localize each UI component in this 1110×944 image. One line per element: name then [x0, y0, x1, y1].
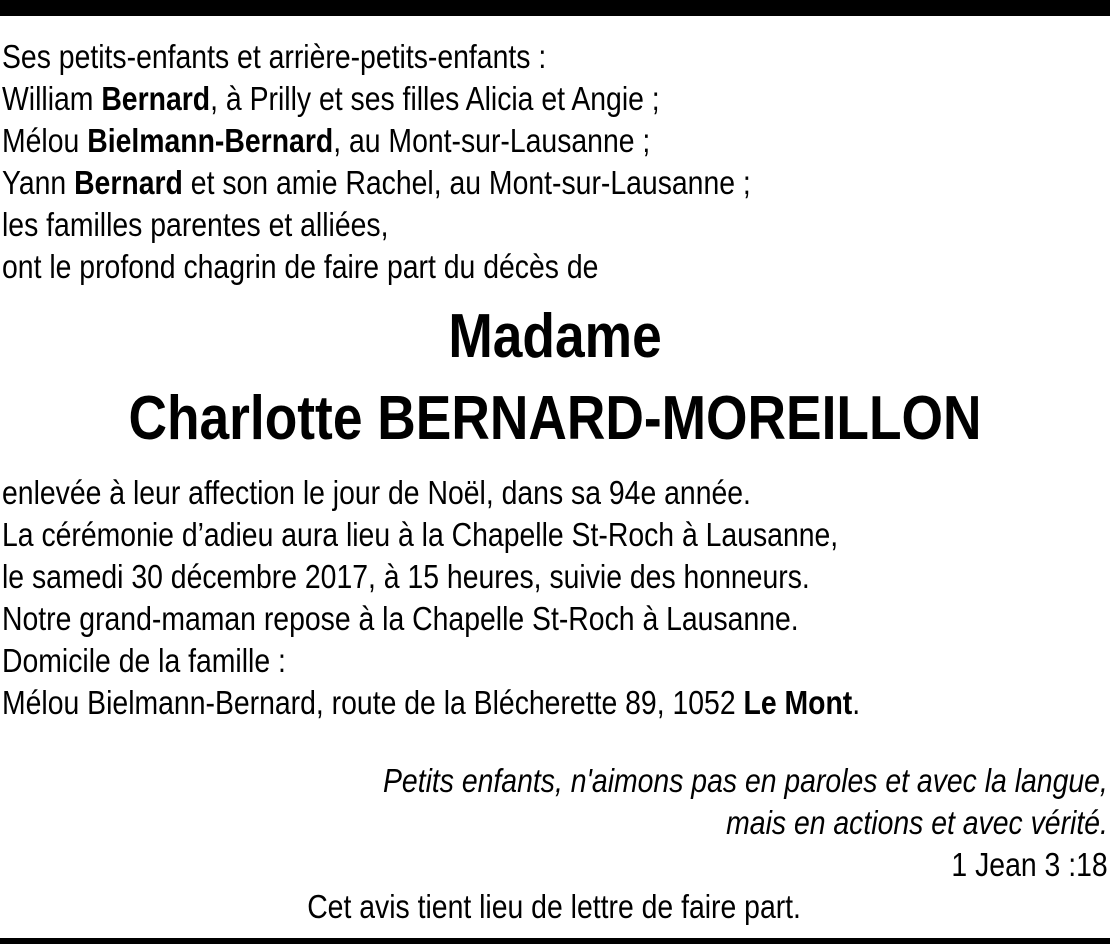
intro-line: les familles parentes et alliées, — [2, 206, 389, 243]
deceased-name: Charlotte BERNARD-MOREILLON — [128, 384, 982, 453]
intro-line: ont le profond chagrin de faire part du décès de — [2, 248, 599, 285]
intro-line — [2, 78, 948, 120]
closing-note: Cet avis tient lieu de lettre de faire part. — [307, 888, 801, 925]
person-first-name: Yann — [2, 164, 75, 201]
family-place: Le Mont — [743, 684, 853, 721]
intro-line — [2, 120, 948, 162]
quote-line: Petits enfants, n'aimons pas en paroles et avec la langue, — [383, 762, 1108, 799]
details-block — [2, 472, 948, 724]
person-location: et son amie Rachel, au Mont-sur-Lausanne ; — [182, 164, 751, 201]
details-line: le samedi 30 décembre 2017, à 15 heures, suivie des honneurs. — [2, 558, 810, 595]
deceased-title: Madame — [448, 302, 662, 371]
person-location: , à Prilly et ses filles Alicia et Angie ; — [210, 80, 660, 117]
person-first-name: William — [2, 80, 102, 117]
bottom-rule — [0, 938, 1110, 944]
intro-line — [2, 162, 948, 204]
quote-reference: 1 Jean 3 :18 — [951, 846, 1108, 883]
family-address: Mélou Bielmann-Bernard, route de la Blécherette 89, 1052 — [2, 684, 744, 721]
details-line — [2, 682, 948, 724]
details-line: Notre grand-maman repose à la Chapelle St-Roch à Lausanne. — [2, 600, 799, 637]
person-surname: Bernard — [74, 164, 183, 201]
person-surname: Bielmann-Bernard — [87, 122, 334, 159]
intro-block — [2, 36, 948, 288]
quote-line: mais en actions et avec vérité. — [726, 804, 1108, 841]
person-surname: Bernard — [101, 80, 211, 117]
top-rule — [0, 0, 1110, 16]
intro-line: Ses petits-enfants et arrière-petits-enfants : — [2, 38, 547, 75]
details-line: enlevée à leur affection le jour de Noël, dans sa 94e année. — [2, 474, 751, 511]
family-address-end: . — [852, 684, 861, 721]
person-first-name: Mélou — [2, 122, 88, 159]
details-line: Domicile de la famille : — [2, 642, 286, 679]
person-location: , au Mont-sur-Lausanne ; — [333, 122, 651, 159]
details-line: La cérémonie d’adieu aura lieu à la Chapelle St-Roch à Lausanne, — [2, 516, 839, 553]
